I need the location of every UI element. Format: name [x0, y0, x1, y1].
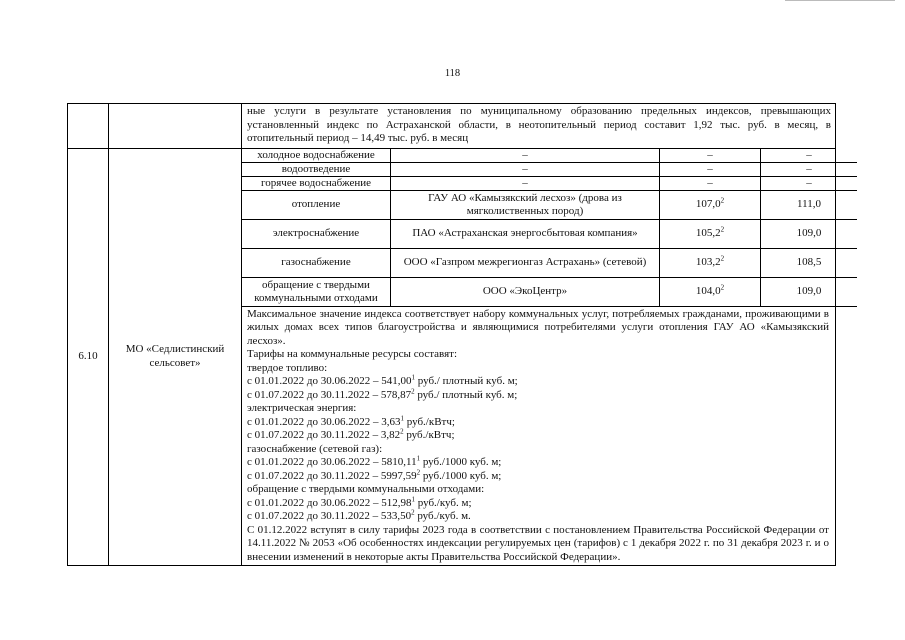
tariff-period: с 01.07.2022 до 30.11.2022 – 5997,59: [247, 469, 417, 482]
tariff-footnote: 2: [411, 508, 415, 517]
index-value: –: [707, 148, 713, 161]
services-table: [242, 149, 857, 307]
electricity-heading: электрическая энергия:: [247, 402, 357, 414]
tariff-unit: руб./кВтч;: [403, 429, 455, 441]
continuation-municipality-cell: [109, 104, 242, 149]
service-index: [660, 248, 761, 277]
service-row: [242, 277, 857, 306]
tariff-unit: руб./куб. м.: [414, 510, 471, 522]
tariff-line: [247, 375, 829, 389]
service-row: [242, 176, 857, 190]
service-value: –: [761, 149, 858, 163]
index-footnote: 2: [720, 254, 725, 263]
service-name: горячее водоснабжение: [242, 176, 391, 190]
tariff-footnote: 1: [411, 373, 415, 382]
tariff-footnote: 1: [416, 454, 421, 463]
service-value: –: [761, 162, 858, 176]
tariff-unit: руб./1000 куб. м;: [420, 469, 502, 482]
index-footnote: 2: [720, 283, 725, 292]
service-value: 109,0: [761, 277, 858, 306]
tariff-info: [242, 307, 835, 566]
service-row: [242, 219, 857, 248]
continuation-text-cell: [242, 104, 836, 149]
tariff-period: с 01.07.2022 до 30.11.2022 – 3,82: [247, 429, 401, 441]
tariff-line: [247, 456, 829, 470]
continuation-text: ные услуги в результате установления по муниципальному образованию предельных индексов, превышающих установленный индекс по Астраханской области, в неотопительный период составит 1,92 тыс. руб. в месяц, в отопительный период – 14,49 тыс. руб. в месяц: [247, 105, 831, 144]
service-provider: –: [391, 176, 660, 190]
index-footnote: 2: [720, 196, 725, 205]
intro-paragraph: Максимальное значение индекса соответствует набору коммунальных услуг, потребляемых гражданами, проживающими в жилых домах всех типов благоустройства и являющимися потребителями услуги отопления ГАУ АО «Камызякский лесхоз».: [247, 307, 829, 347]
service-row: [242, 248, 857, 277]
municipality-row: [68, 148, 836, 566]
service-provider: –: [391, 162, 660, 176]
tariff-period: с 01.07.2022 до 30.11.2022 – 578,87: [247, 388, 412, 401]
tariff-footnote: 1: [400, 413, 404, 422]
tariff-unit: руб./1000 куб. м;: [420, 456, 502, 468]
tariff-footnote: 2: [411, 386, 415, 395]
details-cell: [242, 148, 836, 566]
index-value: 103,2: [695, 256, 721, 268]
tariff-period: с 01.07.2022 до 30.11.2022 – 533,50: [247, 510, 412, 522]
tariff-unit: руб./ плотный куб. м;: [414, 375, 518, 387]
tariff-line: [247, 413, 829, 430]
service-provider: ООО «Газпром межрегионгаз Астрахань» (сетевой): [391, 248, 660, 277]
tariff-table: [67, 103, 836, 566]
tariff-line: [247, 494, 829, 511]
solid-fuel-heading: твердое топливо:: [247, 361, 328, 374]
service-index: [660, 162, 761, 176]
service-index: [660, 277, 761, 306]
service-row: [242, 149, 857, 163]
service-value: 108,5: [761, 248, 858, 277]
service-value: –: [761, 176, 858, 190]
service-index: [660, 176, 761, 190]
service-row: [242, 190, 857, 219]
closing-paragraph: С 01.12.2022 вступят в силу тарифы 2023 года в соответствии с постановлением Правительства Российской Федерации от 14.11.2022 № 2053 «Об особенностях индексации регулируемых цен (тарифов) с 1 декабря 2022 г. по 31 декабря 2023 г. и о внесении изменений в некоторые акты Правительства Российской Федерации».: [247, 523, 829, 563]
service-index: [660, 149, 761, 163]
continuation-number-cell: [68, 104, 109, 149]
service-provider: ООО «ЭкоЦентр»: [391, 277, 660, 306]
tariff-unit: руб./кВтч;: [403, 415, 455, 428]
service-provider: ПАО «Астраханская энергосбытовая компания»: [391, 219, 660, 248]
service-name: обращение с твердыми коммунальными отходами: [242, 277, 391, 306]
tariff-footnote: 1: [411, 494, 415, 503]
service-index: [660, 190, 761, 219]
tariff-line: [247, 429, 829, 443]
tariff-period: с 01.01.2022 до 30.06.2022 – 512,98: [247, 496, 412, 509]
tariffs-heading: Тарифы на коммунальные ресурсы составят:: [247, 348, 458, 360]
service-row: [242, 162, 857, 176]
page-number: 118: [444, 68, 461, 79]
tariff-line: [247, 510, 829, 524]
tariff-line: [247, 467, 829, 484]
tariff-footnote: 2: [416, 467, 421, 476]
service-name: электроснабжение: [242, 219, 391, 248]
service-name: холодное водоснабжение: [242, 149, 391, 163]
tariff-period: с 01.01.2022 до 30.06.2022 – 5810,11: [247, 456, 417, 468]
gas-heading: газоснабжение (сетевой газ):: [247, 442, 383, 455]
service-provider: ГАУ АО «Камызякский лесхоз» (дрова из мягколиственных пород): [391, 190, 660, 219]
index-value: 104,0: [695, 285, 721, 297]
service-index: [660, 219, 761, 248]
tariff-line: [247, 386, 829, 403]
row-number: 6.10: [68, 148, 109, 566]
index-value: –: [707, 162, 713, 175]
continuation-row: [68, 104, 836, 149]
service-name: газоснабжение: [242, 248, 391, 277]
index-value: 105,2: [695, 227, 721, 239]
service-value: 109,0: [761, 219, 858, 248]
tariff-period: с 01.01.2022 до 30.06.2022 – 541,00: [247, 375, 412, 387]
tariff-footnote: 2: [400, 427, 404, 436]
waste-heading: обращение с твердыми коммунальными отходами:: [247, 483, 485, 495]
municipality-name: МО «Седлистинский сельсовет»: [109, 148, 242, 566]
index-footnote: 2: [720, 225, 725, 234]
tariff-unit: руб./ плотный куб. м;: [414, 388, 518, 401]
index-value: –: [707, 176, 713, 189]
service-provider: –: [391, 149, 660, 163]
service-value: 111,0: [761, 190, 858, 219]
service-name: отопление: [242, 190, 391, 219]
tariff-period: с 01.01.2022 до 30.06.2022 – 3,63: [247, 415, 401, 428]
scan-corner-mark: [785, 0, 895, 3]
index-value: 107,0: [695, 198, 721, 210]
tariff-unit: руб./куб. м;: [414, 496, 472, 509]
service-name: водоотведение: [242, 162, 391, 176]
